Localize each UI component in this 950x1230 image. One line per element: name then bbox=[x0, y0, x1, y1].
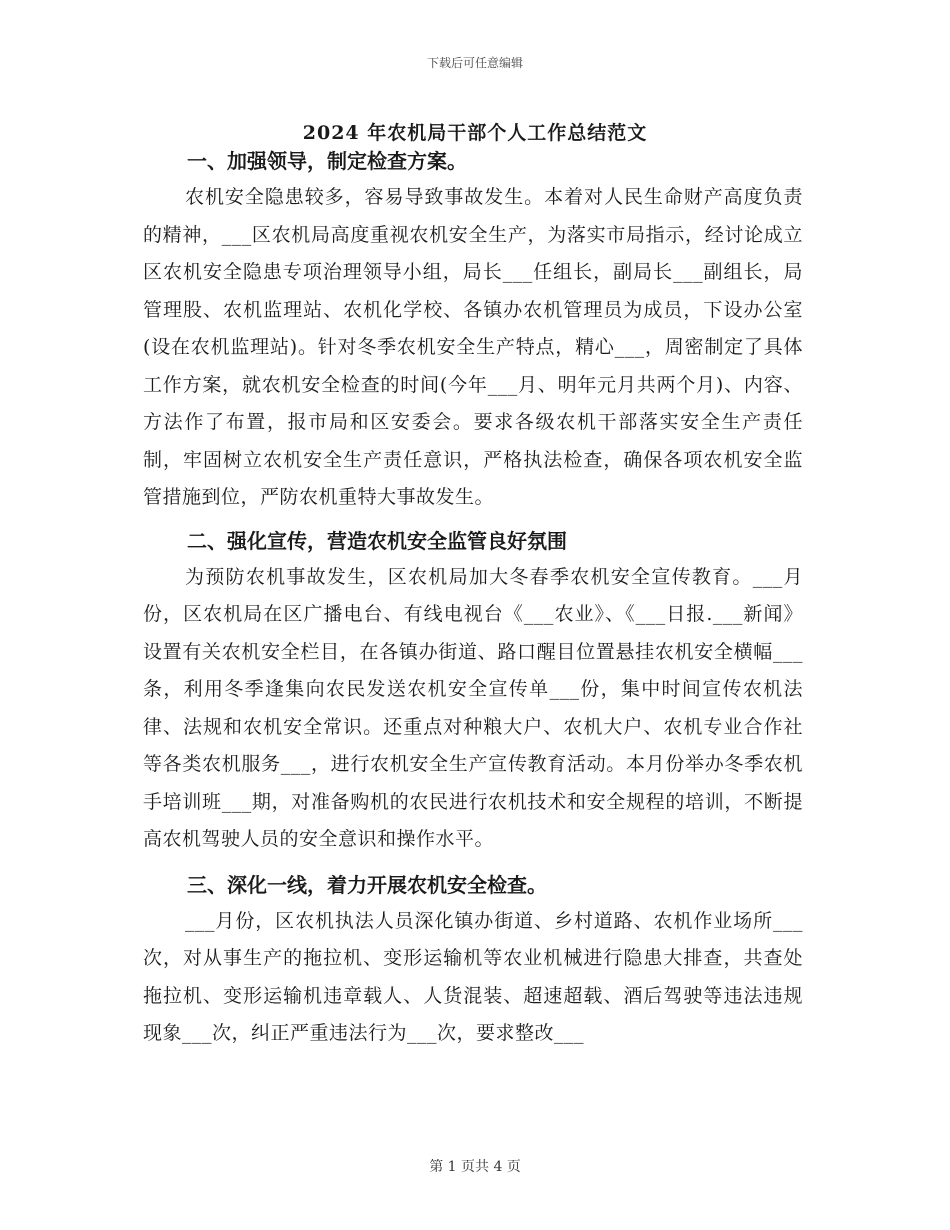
document-body bbox=[143, 143, 803, 1053]
section-3-heading: 三、深化一线，着力开展农机安全检查。 bbox=[187, 872, 547, 897]
document-title: 2024 年农机局干部个人工作总结范文 bbox=[302, 122, 648, 144]
section-2-paragraph: 为预防农机事故发生，区农机局加大冬春季农机安全宣传教育。___月份，区农机局在区广播电台、有线电视台《___农业》、《___日报.___新闻》设置有关农机安全栏目，在各镇办街道、路口醒目位置悬挂农机安全横幅___条，利用冬季逢集向农民发送农机安全宣传单___份，集中时间宣传农机法律、法规和农机安全常识。还重点对种粮大户、农机大户、农机专业合作社等各类农机服务___，进行农机安全生产宣传教育活动。本月份举办冬季农机手培训班___期，对准备购机的农民进行农机技术和安全规程的培训，不断提高农机驾驶人员的安全意识和操作水平。 bbox=[143, 565, 803, 850]
page-header-note: 下载后可任意编辑 bbox=[426, 56, 523, 70]
section-3-paragraph: ___月份，区农机执法人员深化镇办街道、乡村道路、农机作业场所___次，对从事生产的拖拉机、变形运输机等农业机械进行隐患大排查，共查处拖拉机、变形运输机违章载人、人货混装、超速超载、酒后驾驶等违法违规现象___次，纠正严重违法行为___次，要求整改___ bbox=[143, 909, 803, 1044]
section-2-heading: 二、强化宣传，营造农机安全监管良好氛围 bbox=[187, 528, 567, 553]
section-1-heading: 一、加强领导，制定检查方案。 bbox=[187, 149, 467, 173]
page-footer-note: 第 1 页共 4 页 bbox=[429, 1159, 521, 1175]
section-1-paragraph: 农机安全隐患较多，容易导致事故发生。本着对人民生命财产高度负责的精神，___区农机局高度重视农机安全生产，为落实市局指示，经讨论成立区农机安全隐患专项治理领导小组，局长___任组长，副局长___副组长，局管理股、农机监理站、农机化学校、各镇办农机管理员为成员，下设办公室(设在农机监理站)。针对冬季农机安全生产特点，精心___，周密制定了具体工作方案，就农机安全检查的时间(今年___月、明年元月共两个月)、内容、方法作了布置，报市局和区安委会。要求各级农机干部落实安全生产责任制，牢固树立农机安全生产责任意识，严格执法检查，确保各项农机安全监管措施到位，严防农机重特大事故发生。 bbox=[143, 186, 803, 508]
